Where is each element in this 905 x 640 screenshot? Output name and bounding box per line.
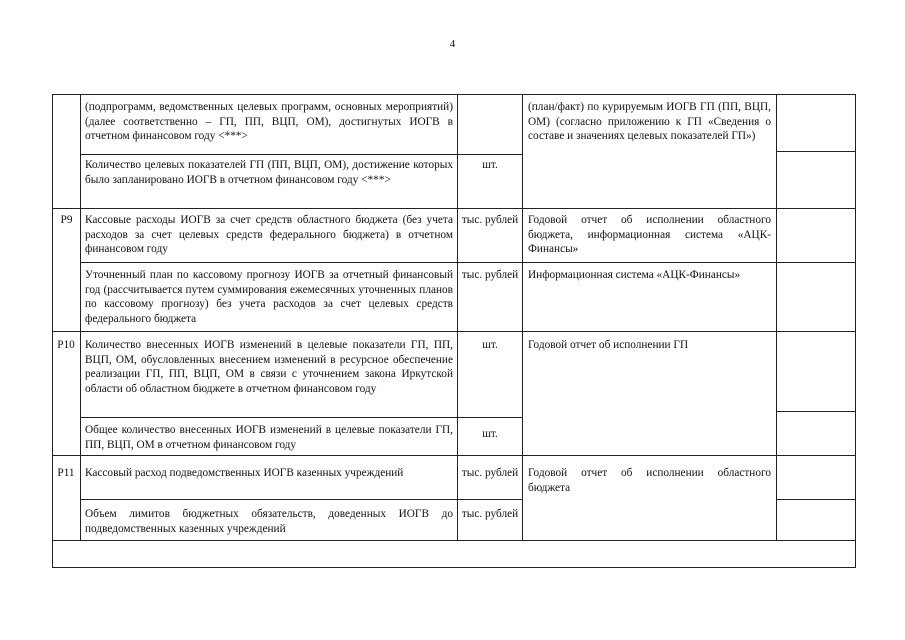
code-cell: P9 xyxy=(60,214,73,226)
row-divider xyxy=(776,411,856,412)
table-top-border xyxy=(52,94,856,95)
table-right-border xyxy=(855,94,856,568)
column-divider xyxy=(80,94,81,541)
row-divider xyxy=(52,331,856,332)
indicator-cell: Количество внесенных ИОГВ изменений в целевые показатели ГП, ПП, ВЦП, ОМ, обусловленных внесением изменений в ресурсное обеспечение реализации ГП, ПП, ВЦП, ОМ в связи с уточнением закона Иркутской области об областном бюджете в отчетном финансовом году xyxy=(85,339,453,395)
row-divider xyxy=(80,262,776,263)
indicator-cell: Уточненный план по кассовому прогнозу ИОГВ за отчетный финансовый год (рассчитывается путем суммирования ежемесячных уточненных планов по кассовому прогнозу) без учета расходов за счет целевых средств федерального бюджета xyxy=(85,269,453,325)
source-cell: Информационная система «АЦК-Финансы» xyxy=(528,269,741,281)
indicator-cell: Кассовый расход подведомственных ИОГВ казенных учреждений xyxy=(85,467,404,479)
code-cell: P10 xyxy=(57,339,75,351)
unit-cell: тыс. рублей xyxy=(461,269,519,281)
indicator-cell: Общее количество внесенных ИОГВ изменений в целевые показатели ГП, ПП, ВЦП, ОМ в отчетном финансовом году xyxy=(85,424,453,451)
source-cell: Годовой отчет об исполнении ГП xyxy=(528,339,689,351)
table-left-border xyxy=(52,94,53,568)
row-divider xyxy=(80,499,522,500)
row-divider xyxy=(776,499,856,500)
row-divider xyxy=(80,154,522,155)
unit-cell: шт. xyxy=(482,159,498,171)
table-bottom-border xyxy=(52,567,856,568)
unit-cell: тыс. рублей xyxy=(461,467,519,479)
indicator-cell: Объем лимитов бюджетных обязательств, доведенных ИОГВ до подведомственных казенных учреждений xyxy=(85,508,453,535)
indicators-table xyxy=(52,94,856,568)
row-divider xyxy=(80,417,522,418)
code-cell: P11 xyxy=(57,467,75,479)
row-divider xyxy=(776,262,856,263)
indicator-cell: Количество целевых показателей ГП (ПП, ВЦП, ОМ), достижение которых было запланировано ИОГВ в отчетном финансовом году <***> xyxy=(85,159,453,186)
unit-cell: тыс. рублей xyxy=(461,508,519,520)
row-divider xyxy=(52,540,856,541)
row-divider xyxy=(52,208,856,209)
row-divider xyxy=(52,455,856,456)
source-cell: Годовой отчет об исполнении областного бюджета xyxy=(528,467,771,494)
indicator-cell: Кассовые расходы ИОГВ за счет средств областного бюджета (без учета расходов за счет целевых средств федерального бюджета) в отчетном финансовом году xyxy=(85,214,453,255)
unit-cell: шт. xyxy=(482,428,498,440)
column-divider xyxy=(522,94,523,541)
source-cell: Годовой отчет об исполнении областного бюджета, информационная система «АЦК-Финансы» xyxy=(528,214,771,255)
column-divider xyxy=(776,94,777,541)
row-divider xyxy=(776,151,856,152)
source-cell: (план/факт) по курируемым ИОГВ ГП (ПП, ВЦП, ОМ) (согласно приложению к ГП «Сведения о составе и значениях целевых показателей ГП») xyxy=(528,101,771,142)
column-divider xyxy=(457,94,458,541)
unit-cell: тыс. рублей xyxy=(461,214,519,226)
unit-cell: шт. xyxy=(482,339,498,351)
indicator-cell: (подпрограмм, ведомственных целевых программ, основных мероприятий) (далее соответственно – ГП, ПП, ВЦП, ОМ), достигнутых ИОГВ в отчетном финансовом году <***> xyxy=(85,101,453,142)
page-number: 4 xyxy=(449,38,456,50)
